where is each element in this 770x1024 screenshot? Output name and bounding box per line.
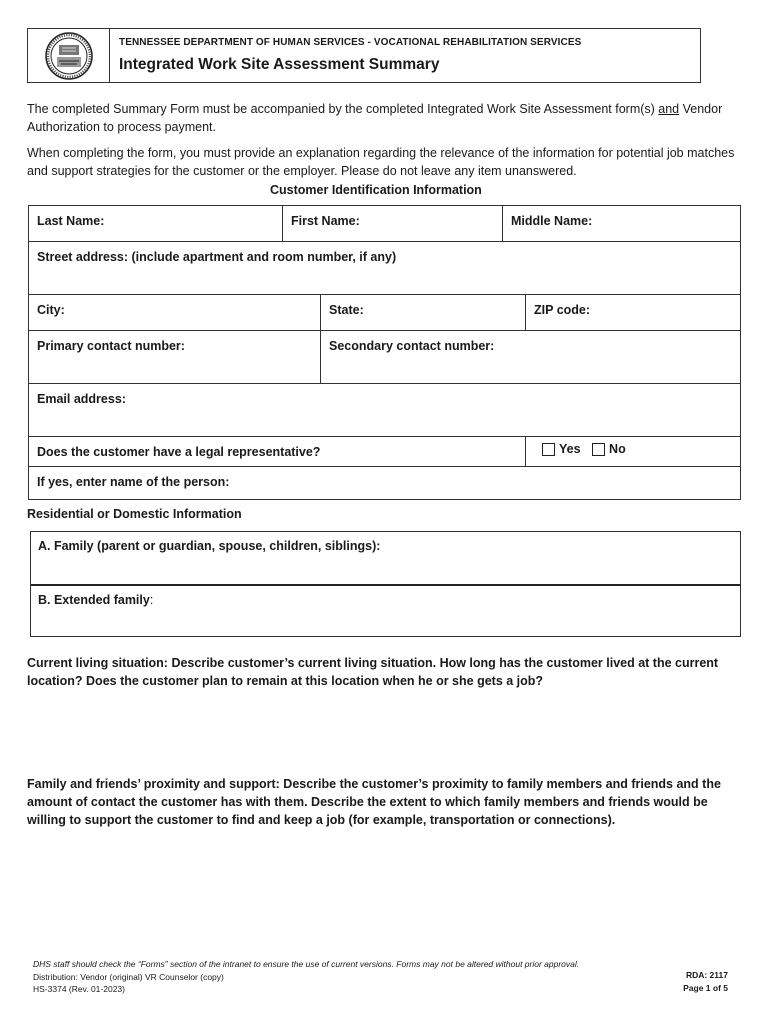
form-title: Integrated Work Site Assessment Summary (119, 56, 440, 73)
footer-note: DHS staff should check the “Forms” section of the intranet to ensure the use of current versions. Forms may not be altered without prior approval. (33, 959, 580, 969)
legal-rep-no-checkbox[interactable]: No (592, 442, 626, 456)
footer-rda: RDA: 2117 (685, 970, 728, 980)
primary-contact-field[interactable]: Primary contact number: (29, 331, 321, 383)
last-name-field[interactable]: Last Name: (29, 206, 283, 241)
intro-underlined-and: and (658, 102, 680, 116)
street-address-field[interactable]: Street address: (include apartment and room number, if any) (37, 250, 397, 264)
state-seal-icon (44, 31, 94, 81)
legal-rep-options (526, 437, 740, 466)
intro-paragraph-1: The completed Summary Form must be accompanied by the completed Integrated Work Site Assessment form(s) and Vendor Authorization to process payment. (27, 102, 723, 134)
city-field[interactable]: City: (29, 295, 321, 330)
extended-family-field[interactable]: B. Extended family: (31, 584, 740, 636)
footer-form-number: HS-3374 (Rev. 01-2023) (33, 984, 125, 994)
checkbox-icon (542, 443, 555, 456)
middle-name-field[interactable]: Middle Name: (511, 214, 593, 228)
legal-rep-yes-checkbox[interactable]: Yes (542, 442, 581, 456)
family-field[interactable]: A. Family (parent or guardian, spouse, children, siblings): (38, 539, 381, 553)
zip-code-field[interactable]: ZIP code: (534, 303, 591, 317)
legal-rep-name-field[interactable]: If yes, enter name of the person: (37, 475, 230, 489)
residential-section-title: Residential or Domestic Information (27, 507, 242, 521)
state-field[interactable]: State: (321, 295, 526, 330)
legal-rep-question: Does the customer have a legal representative? (29, 437, 526, 466)
agency-name: TENNESSEE DEPARTMENT OF HUMAN SERVICES - VOCATIONAL REHABILITATION SERVICES (119, 37, 582, 48)
first-name-field[interactable]: First Name: (283, 206, 503, 241)
secondary-contact-field[interactable]: Secondary contact number: (329, 339, 495, 353)
customer-section-title: Customer Identification Information (270, 183, 482, 197)
customer-info-grid (28, 205, 741, 500)
living-situation-question: Current living situation: Describe customer’s current living situation. How long has the customer lived at the current location? Does the customer plan to remain at this location when he or she gets a job? (27, 656, 719, 688)
footer-right (683, 969, 728, 995)
form-header (27, 28, 701, 83)
family-info-box (30, 531, 741, 637)
footer-left (33, 958, 579, 996)
seal-box (28, 29, 110, 82)
email-address-field[interactable]: Email address: (37, 392, 126, 406)
proximity-support-question: Family and friends’ proximity and support: Describe the customer’s proximity to family members and friends and the amount of contact the customer has with them. Describe the extent to which family members and friends would be willing to support the customer to find and keep a job (for example, transportation or connections). (27, 777, 721, 827)
checkbox-icon (592, 443, 605, 456)
footer-distribution: Distribution: Vendor (original) VR Counselor (copy) (33, 971, 224, 982)
footer-page-number: Page 1 of 5 (683, 983, 728, 993)
intro-paragraph-2: When completing the form, you must provide an explanation regarding the relevance of the information for potential job matches and support strategies for the customer or the employer. Please do not leave any item unanswered. (27, 146, 735, 178)
